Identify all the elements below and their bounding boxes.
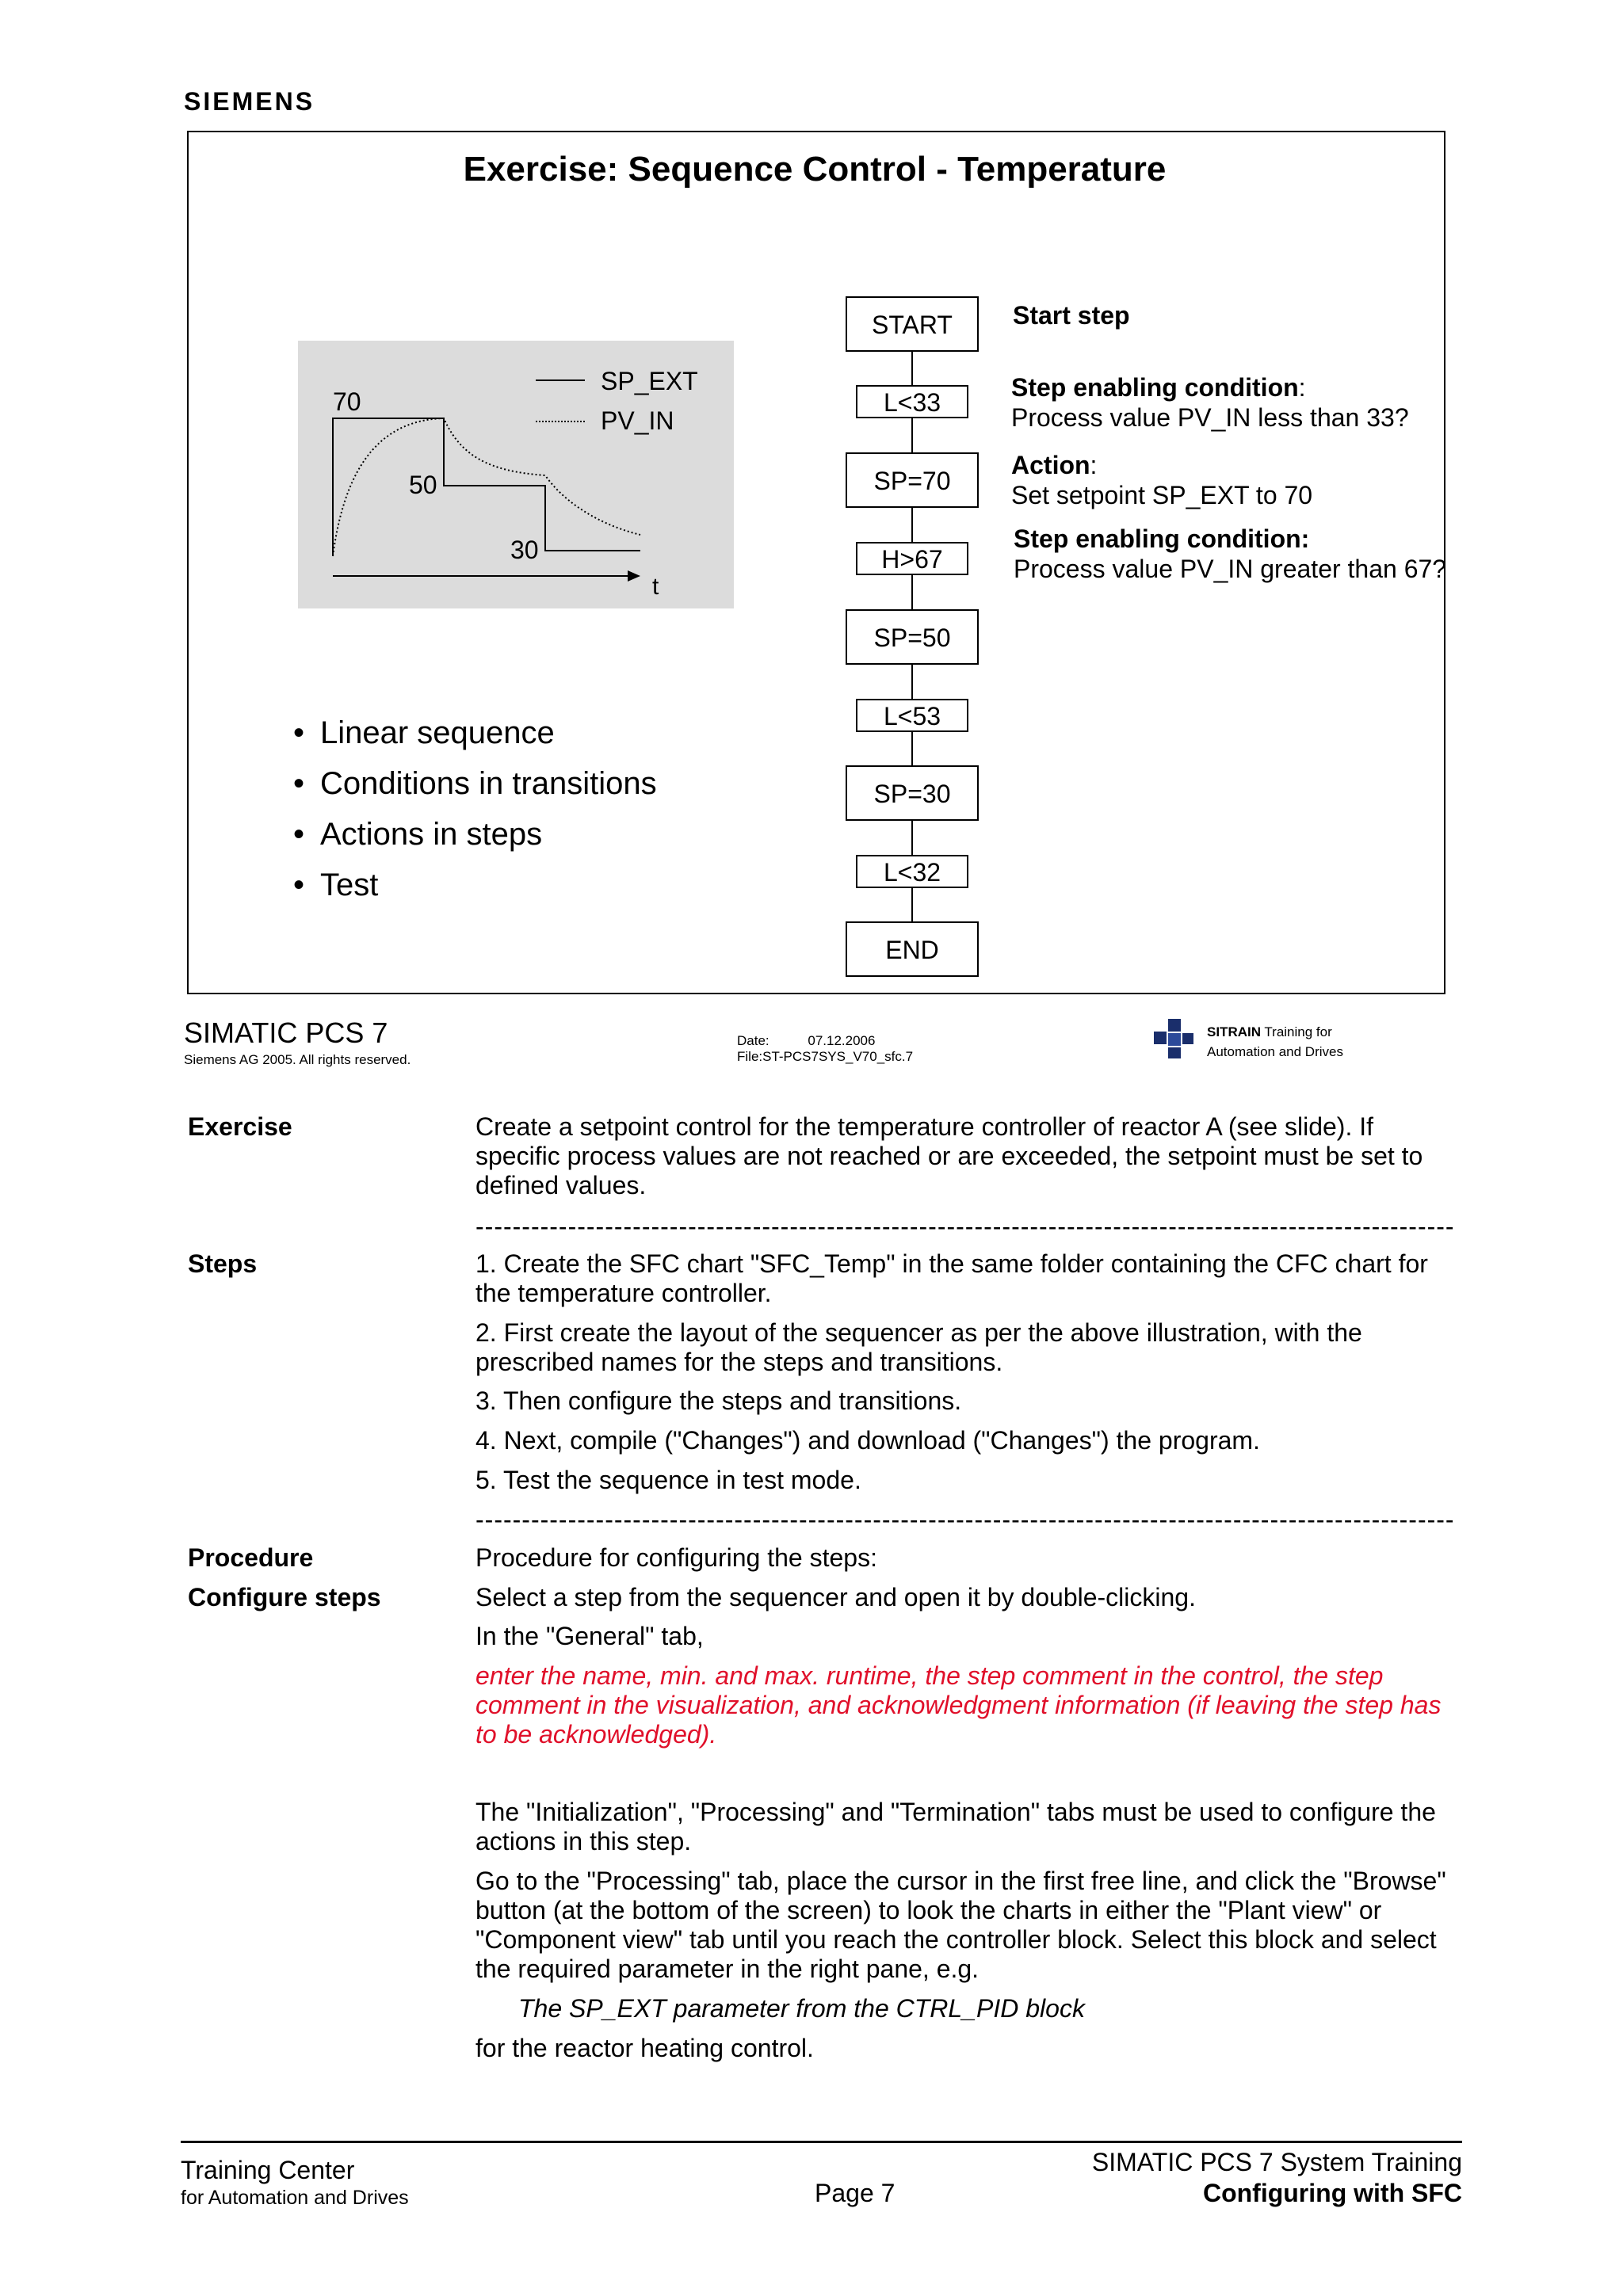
annotation-start-step xyxy=(1013,300,1130,330)
step-sp50 xyxy=(846,610,978,664)
procedure-label: Procedure xyxy=(188,1543,314,1572)
condition-text: Process value PV_IN greater than 67? xyxy=(1014,555,1447,583)
legend-sp-label: SP_EXT xyxy=(601,367,698,395)
step-item: 5. Test the sequence in test mode. xyxy=(475,1466,861,1494)
transition-1 xyxy=(857,386,968,418)
final-text: for the reactor heating control. xyxy=(475,2034,814,2062)
bullet-item: • Conditions in transitions xyxy=(293,758,657,809)
step-label: SP=30 xyxy=(873,780,951,808)
sitrain-line1: Training for xyxy=(1261,1024,1332,1039)
tabs-text: The "Initialization", "Processing" and "Termination" tabs must be used to configure the actions in this step. xyxy=(475,1798,1436,1855)
step-sp70 xyxy=(846,453,978,507)
sitrain-icon xyxy=(1151,1016,1197,1062)
label-50: 50 xyxy=(409,471,437,499)
bullet-item: • Test xyxy=(293,860,657,910)
footer-training-center: Training Center xyxy=(181,2156,355,2184)
step-item: 4. Next, compile ("Changes") and download ("Changes") the program. xyxy=(475,1426,1260,1455)
general-tab-text: In the "General" tab, xyxy=(475,1622,704,1650)
date-label: Date: xyxy=(737,1033,769,1048)
separator: ---------------------------------------------------------------------------------------------------------- xyxy=(475,1505,1455,1534)
step-label: START xyxy=(872,311,953,339)
step-item: 2. First create the layout of the sequencer as per the above illustration, with the prescribed names for the steps and transitions. xyxy=(475,1318,1362,1376)
slide-frame xyxy=(187,131,1445,994)
transition-label: H>67 xyxy=(881,545,943,574)
sitrain-brand: SITRAIN xyxy=(1207,1024,1261,1039)
slide-title: Exercise: Sequence Control - Temperature xyxy=(463,150,1167,189)
processing-text: Go to the "Processing" tab, place the cursor in the first free line, and click the "Browse" button (at the bottom of the screen) to look the charts in either the "Plant view" or "Component view" tab until you reach the controller block. Select this block and select the required parameter in the right pane, e.g. xyxy=(475,1867,1446,1983)
procedure-text: Procedure for configuring the steps: xyxy=(475,1543,877,1572)
label-70: 70 xyxy=(333,387,361,416)
transition-4 xyxy=(857,856,968,887)
label-t: t xyxy=(652,574,659,600)
exercise-text: Create a setpoint control for the temperature controller of reactor A (see slide). If specific process values are not reached or are exceeded, the setpoint must be set to defined values. xyxy=(475,1112,1423,1199)
condition-title: Step enabling condition xyxy=(1011,373,1299,402)
configure-steps-label: Configure steps xyxy=(188,1583,381,1611)
step-item: 1. Create the SFC chart "SFC_Temp" in the same folder containing the CFC chart for the temperature controller. xyxy=(475,1249,1428,1307)
bullet-item: • Linear sequence xyxy=(293,707,657,758)
action-text: Set setpoint SP_EXT to 70 xyxy=(1011,481,1313,509)
step-label: END xyxy=(885,936,939,964)
label-30: 30 xyxy=(510,536,539,564)
condition-text: Process value PV_IN less than 33? xyxy=(1011,403,1409,432)
start-step-label: Start step xyxy=(1013,301,1130,330)
slide-footer-copyright: Siemens AG 2005. All rights reserved. xyxy=(184,1052,411,1067)
steps-label: Steps xyxy=(188,1249,258,1278)
transition-2 xyxy=(857,543,968,574)
footer-rule xyxy=(181,2141,1462,2143)
footer-training-center-sub: for Automation and Drives xyxy=(181,2187,409,2209)
legend-pv-label: PV_IN xyxy=(601,406,674,435)
step-label: SP=70 xyxy=(873,467,951,495)
sitrain-line2: Automation and Drives xyxy=(1207,1044,1343,1059)
transition-3 xyxy=(857,700,968,731)
slide-footer-file: File:ST-PCS7SYS_V70_sfc.7 xyxy=(737,1049,914,1064)
page-number: Page 7 xyxy=(815,2179,896,2207)
annotation-condition-2 xyxy=(1014,524,1446,584)
step-label: SP=50 xyxy=(873,624,951,652)
step-end xyxy=(846,922,978,976)
siemens-logo: SIEMENS xyxy=(184,87,315,116)
slide-footer-date xyxy=(737,1033,875,1049)
bullet-item: • Actions in steps xyxy=(293,809,657,860)
general-tab-instructions: enter the name, min. and max. runtime, the step comment in the control, the step comment in the visualization, and acknowledgment information (if leaving the step has to be acknowledged). xyxy=(475,1661,1442,1749)
configure-text: Select a step from the sequencer and open it by double-clicking. xyxy=(475,1583,1196,1611)
exercise-label: Exercise xyxy=(188,1112,292,1141)
action-colon: : xyxy=(1090,451,1098,479)
transition-label: L<33 xyxy=(883,388,941,417)
footer-topic: Configuring with SFC xyxy=(1202,2179,1462,2207)
transition-label: L<53 xyxy=(883,702,941,730)
step-sp30 xyxy=(846,766,978,820)
condition-colon: : xyxy=(1298,373,1306,402)
sitrain-label xyxy=(1207,1024,1332,1040)
annotation-condition-1 xyxy=(1011,372,1409,433)
footer-course: SIMATIC PCS 7 System Training xyxy=(1091,2148,1462,2176)
date-value: 07.12.2006 xyxy=(808,1033,876,1048)
action-title: Action xyxy=(1011,451,1090,479)
step-start xyxy=(846,297,978,351)
annotation-action xyxy=(1011,450,1312,510)
transition-label: L<32 xyxy=(883,858,941,887)
example-text: The SP_EXT parameter from the CTRL_PID block xyxy=(518,1994,1085,2023)
step-item: 3. Then configure the steps and transitions. xyxy=(475,1386,962,1415)
condition-title: Step enabling condition: xyxy=(1014,524,1310,553)
slide-footer-product: SIMATIC PCS 7 xyxy=(184,1016,388,1049)
separator: ---------------------------------------------------------------------------------------------------------- xyxy=(475,1212,1455,1241)
